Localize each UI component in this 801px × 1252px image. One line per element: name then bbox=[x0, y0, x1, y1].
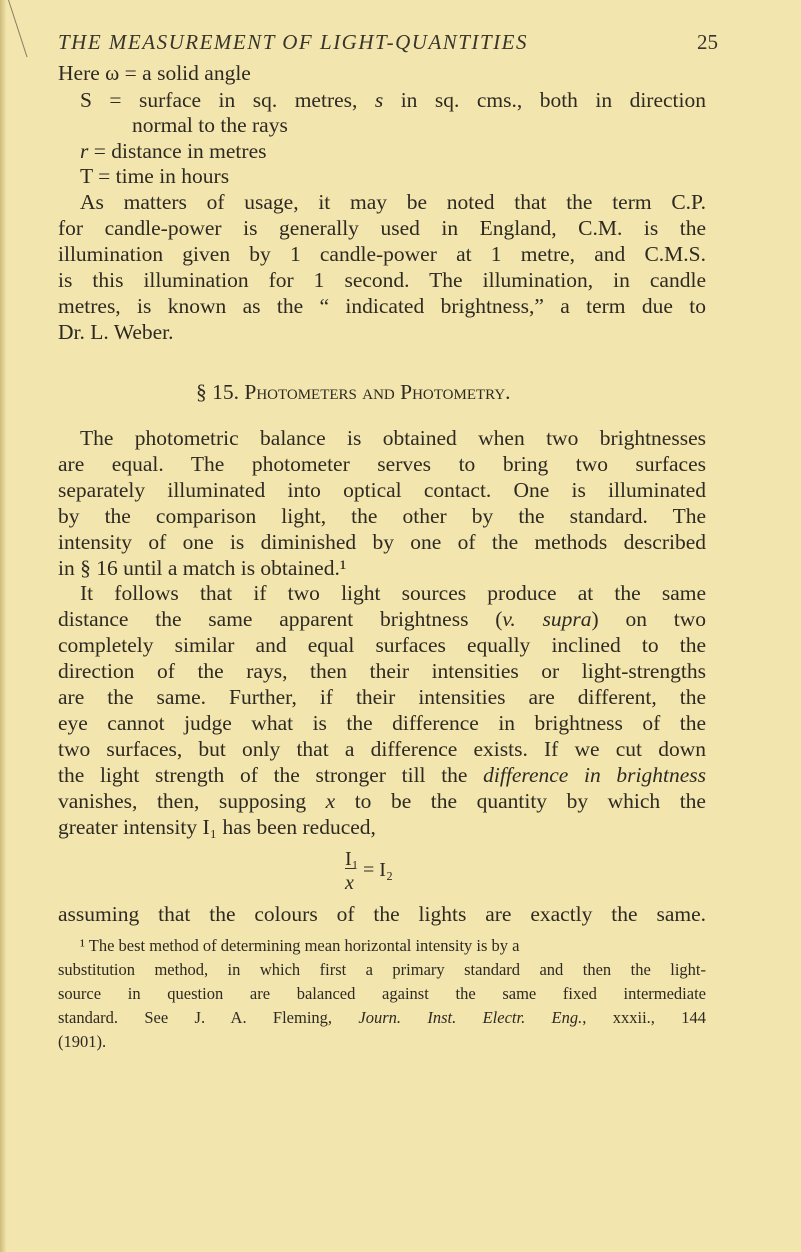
text-segment: ) on two bbox=[591, 607, 706, 631]
equation-rhs: = I₂ bbox=[363, 859, 393, 881]
page-edge bbox=[0, 0, 6, 1252]
text-segment: = distance in metres bbox=[88, 139, 267, 163]
text-line bbox=[58, 555, 706, 581]
text-segment: substitution method, in which first a primary standard and then the light- bbox=[58, 960, 706, 979]
text-segment: assuming that the colours of the lights are exactly the same. bbox=[58, 902, 706, 926]
text-line bbox=[58, 529, 706, 555]
text-segment: T = time in hours bbox=[80, 164, 230, 188]
text-segment: distance the same apparent brightness ( bbox=[58, 607, 503, 631]
page-crease bbox=[8, 0, 27, 57]
footnote-line bbox=[58, 1006, 706, 1030]
text-segment: standard. See J. A. Fleming, bbox=[58, 1008, 359, 1027]
text-line bbox=[58, 215, 706, 241]
text-segment: S = surface in sq. metres, bbox=[80, 88, 375, 112]
text-line bbox=[58, 684, 706, 710]
footnote-line bbox=[58, 958, 706, 982]
text-line bbox=[58, 503, 706, 529]
text-segment: normal to the rays bbox=[132, 113, 288, 137]
text-segment: the light strength of the stronger till the bbox=[58, 763, 484, 787]
italic-text: v. supra bbox=[502, 607, 592, 631]
footnote-line bbox=[80, 934, 706, 958]
fraction-bar bbox=[345, 868, 355, 869]
text-segment: separately illuminated into optical contact. One is illuminated bbox=[58, 478, 706, 502]
text-segment: direction of the rays, then their intensities or light-strengths bbox=[58, 659, 706, 683]
text-segment: metres, is known as the “ indicated brightness,” a term due to bbox=[58, 294, 706, 318]
text-segment: two surfaces, but only that a difference exists. If we cut down bbox=[58, 737, 706, 761]
text-segment: ¹ The best method of determining mean horizontal intensity is by a bbox=[80, 936, 520, 955]
equation-denominator: x bbox=[345, 872, 354, 894]
text-segment: vanishes, then, supposing bbox=[58, 789, 326, 813]
text-line bbox=[58, 710, 706, 736]
italic-text: x bbox=[325, 789, 336, 813]
text-line bbox=[80, 580, 706, 606]
text-line bbox=[58, 736, 706, 762]
text-segment: to be the quantity by which the bbox=[335, 789, 706, 813]
text-segment: Here ω = a solid angle bbox=[58, 61, 251, 85]
text-segment: source in question are balanced against the same fixed intermediate bbox=[58, 984, 706, 1003]
italic-text: Journ. Inst. Electr. Eng. bbox=[358, 1008, 583, 1027]
text-line bbox=[132, 112, 288, 138]
text-segment: illumination given by 1 candle-power at 1 metre, and C.M.S. bbox=[58, 242, 706, 266]
text-segment: completely similar and equal surfaces equally inclined to the bbox=[58, 633, 706, 657]
text-line bbox=[80, 425, 706, 451]
text-line bbox=[58, 606, 706, 632]
text-segment: (1901). bbox=[58, 1032, 107, 1051]
text-line bbox=[58, 632, 706, 658]
text-line bbox=[58, 451, 706, 477]
text-line bbox=[196, 379, 511, 405]
text-line bbox=[58, 477, 706, 503]
text-segment: are equal. The photometer serves to bring two surfaces bbox=[58, 452, 706, 476]
text-line bbox=[58, 762, 706, 788]
text-segment: Dr. L. Weber. bbox=[58, 320, 174, 344]
text-line bbox=[58, 901, 706, 927]
text-line bbox=[58, 658, 706, 684]
italic-text: r bbox=[80, 139, 89, 163]
footnote-line bbox=[58, 982, 706, 1006]
text-segment: The photometric balance is obtained when two brightnesses bbox=[80, 426, 706, 450]
page-number: 25 bbox=[697, 30, 718, 54]
text-segment: by the comparison light, the other by the standard. The bbox=[58, 504, 706, 528]
text-line bbox=[58, 319, 706, 345]
text-segment: intensity of one is diminished by one of the methods described bbox=[58, 530, 706, 554]
text-segment: in sq. cms., both in direction bbox=[383, 88, 706, 112]
text-segment: are the same. Further, if their intensities are different, the bbox=[58, 685, 706, 709]
text-line bbox=[58, 788, 706, 814]
text-segment: greater intensity I₁ has been reduced, bbox=[58, 815, 376, 839]
text-segment: eye cannot judge what is the difference in brightness of the bbox=[58, 711, 706, 735]
text-line bbox=[58, 267, 706, 293]
text-segment: It follows that if two light sources produce at the same bbox=[80, 581, 706, 605]
text-line bbox=[80, 189, 706, 215]
text-line bbox=[80, 138, 706, 164]
italic-text: s bbox=[374, 88, 384, 112]
text-segment: , xxxii., 144 bbox=[582, 1008, 707, 1027]
text-line bbox=[58, 241, 706, 267]
italic-text: difference in brightness bbox=[483, 763, 706, 787]
text-segment: § 15. Photometers and Photometry. bbox=[196, 380, 511, 404]
text-segment: is this illumination for 1 second. The illumination, in candle bbox=[58, 268, 706, 292]
running-header bbox=[58, 30, 718, 55]
text-line bbox=[80, 87, 706, 113]
text-line bbox=[58, 814, 706, 840]
text-line bbox=[80, 163, 706, 189]
text-line bbox=[58, 60, 706, 86]
equation-numerator: I₁ bbox=[345, 848, 359, 870]
running-title: THE MEASUREMENT OF LIGHT-QUANTITIES bbox=[58, 30, 528, 54]
text-segment: for candle-power is generally used in England, C.M. is the bbox=[58, 216, 706, 240]
footnote-line bbox=[58, 1030, 706, 1054]
text-segment: in § 16 until a match is obtained.¹ bbox=[58, 556, 347, 580]
text-segment: As matters of usage, it may be noted that the term C.P. bbox=[80, 190, 706, 214]
text-line bbox=[58, 293, 706, 319]
